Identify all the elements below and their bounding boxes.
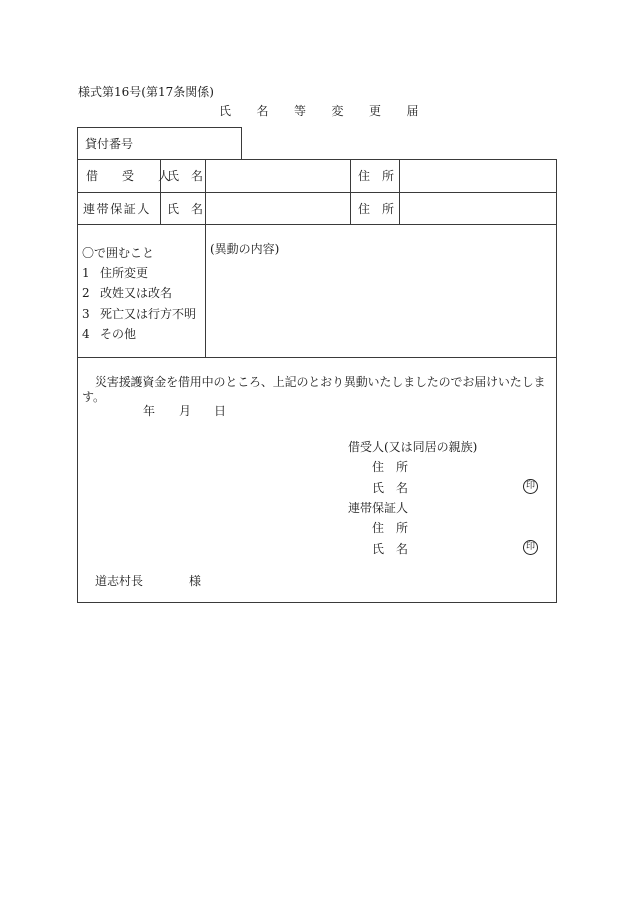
guarantor-name-label: 氏 名 [167, 202, 204, 216]
option-number: 2 [82, 286, 90, 300]
option-number: 4 [82, 327, 90, 341]
change-details-label: (異動の内容) [210, 242, 280, 256]
sig-borrower-name-label: 氏 名 [372, 481, 409, 495]
guarantor-label: 連帯保証人 [83, 202, 152, 216]
change-details-field[interactable] [207, 258, 554, 355]
borrower-seal-icon: 印 [523, 479, 538, 494]
date-month-label: 月 [179, 404, 192, 418]
option-text: その他 [100, 327, 137, 341]
statement-line-1: 災害援護資金を借用中のところ、上記のとおり異動いたしましたのでお届けいたしま [95, 375, 546, 389]
sig-borrower-heading: 借受人(又は同居の親族) [348, 440, 478, 454]
statement-line-2: す。 [82, 390, 106, 404]
addressee: 道志村長 [95, 574, 144, 588]
borrower-label: 借 受 人 [86, 169, 171, 183]
date-year-label: 年 [143, 404, 156, 418]
date-day-label: 日 [214, 404, 227, 418]
borrower-name-field[interactable] [207, 161, 348, 190]
guarantor-name-field[interactable] [207, 194, 348, 222]
sig-guarantor-name-label: 氏 名 [372, 542, 409, 556]
option-number: 3 [82, 307, 90, 321]
form-number: 様式第16号(第17条関係) [78, 85, 214, 99]
option-number: 1 [82, 266, 90, 280]
guarantor-address-field[interactable] [401, 194, 554, 222]
guarantor-seal-icon: 印 [523, 540, 538, 555]
sig-guarantor-heading: 連帯保証人 [348, 501, 409, 515]
borrower-address-field[interactable] [401, 161, 554, 190]
option-text: 住所変更 [100, 266, 149, 280]
loan-number-label: 貸付番号 [85, 137, 134, 151]
guarantor-address-label: 住 所 [358, 202, 395, 216]
circle-instruction: 〇で囲むこと [82, 246, 155, 260]
borrower-address-label: 住 所 [358, 169, 395, 183]
form-title: 氏 名 等 変 更 届 [219, 104, 420, 118]
addressee-honorific: 様 [189, 574, 202, 588]
borrower-name-label: 氏 名 [167, 169, 204, 183]
sig-guarantor-address-label: 住 所 [372, 521, 409, 535]
sig-borrower-address-label: 住 所 [372, 460, 409, 474]
option-text: 改姓又は改名 [100, 286, 173, 300]
option-text: 死亡又は行方不明 [100, 307, 197, 321]
